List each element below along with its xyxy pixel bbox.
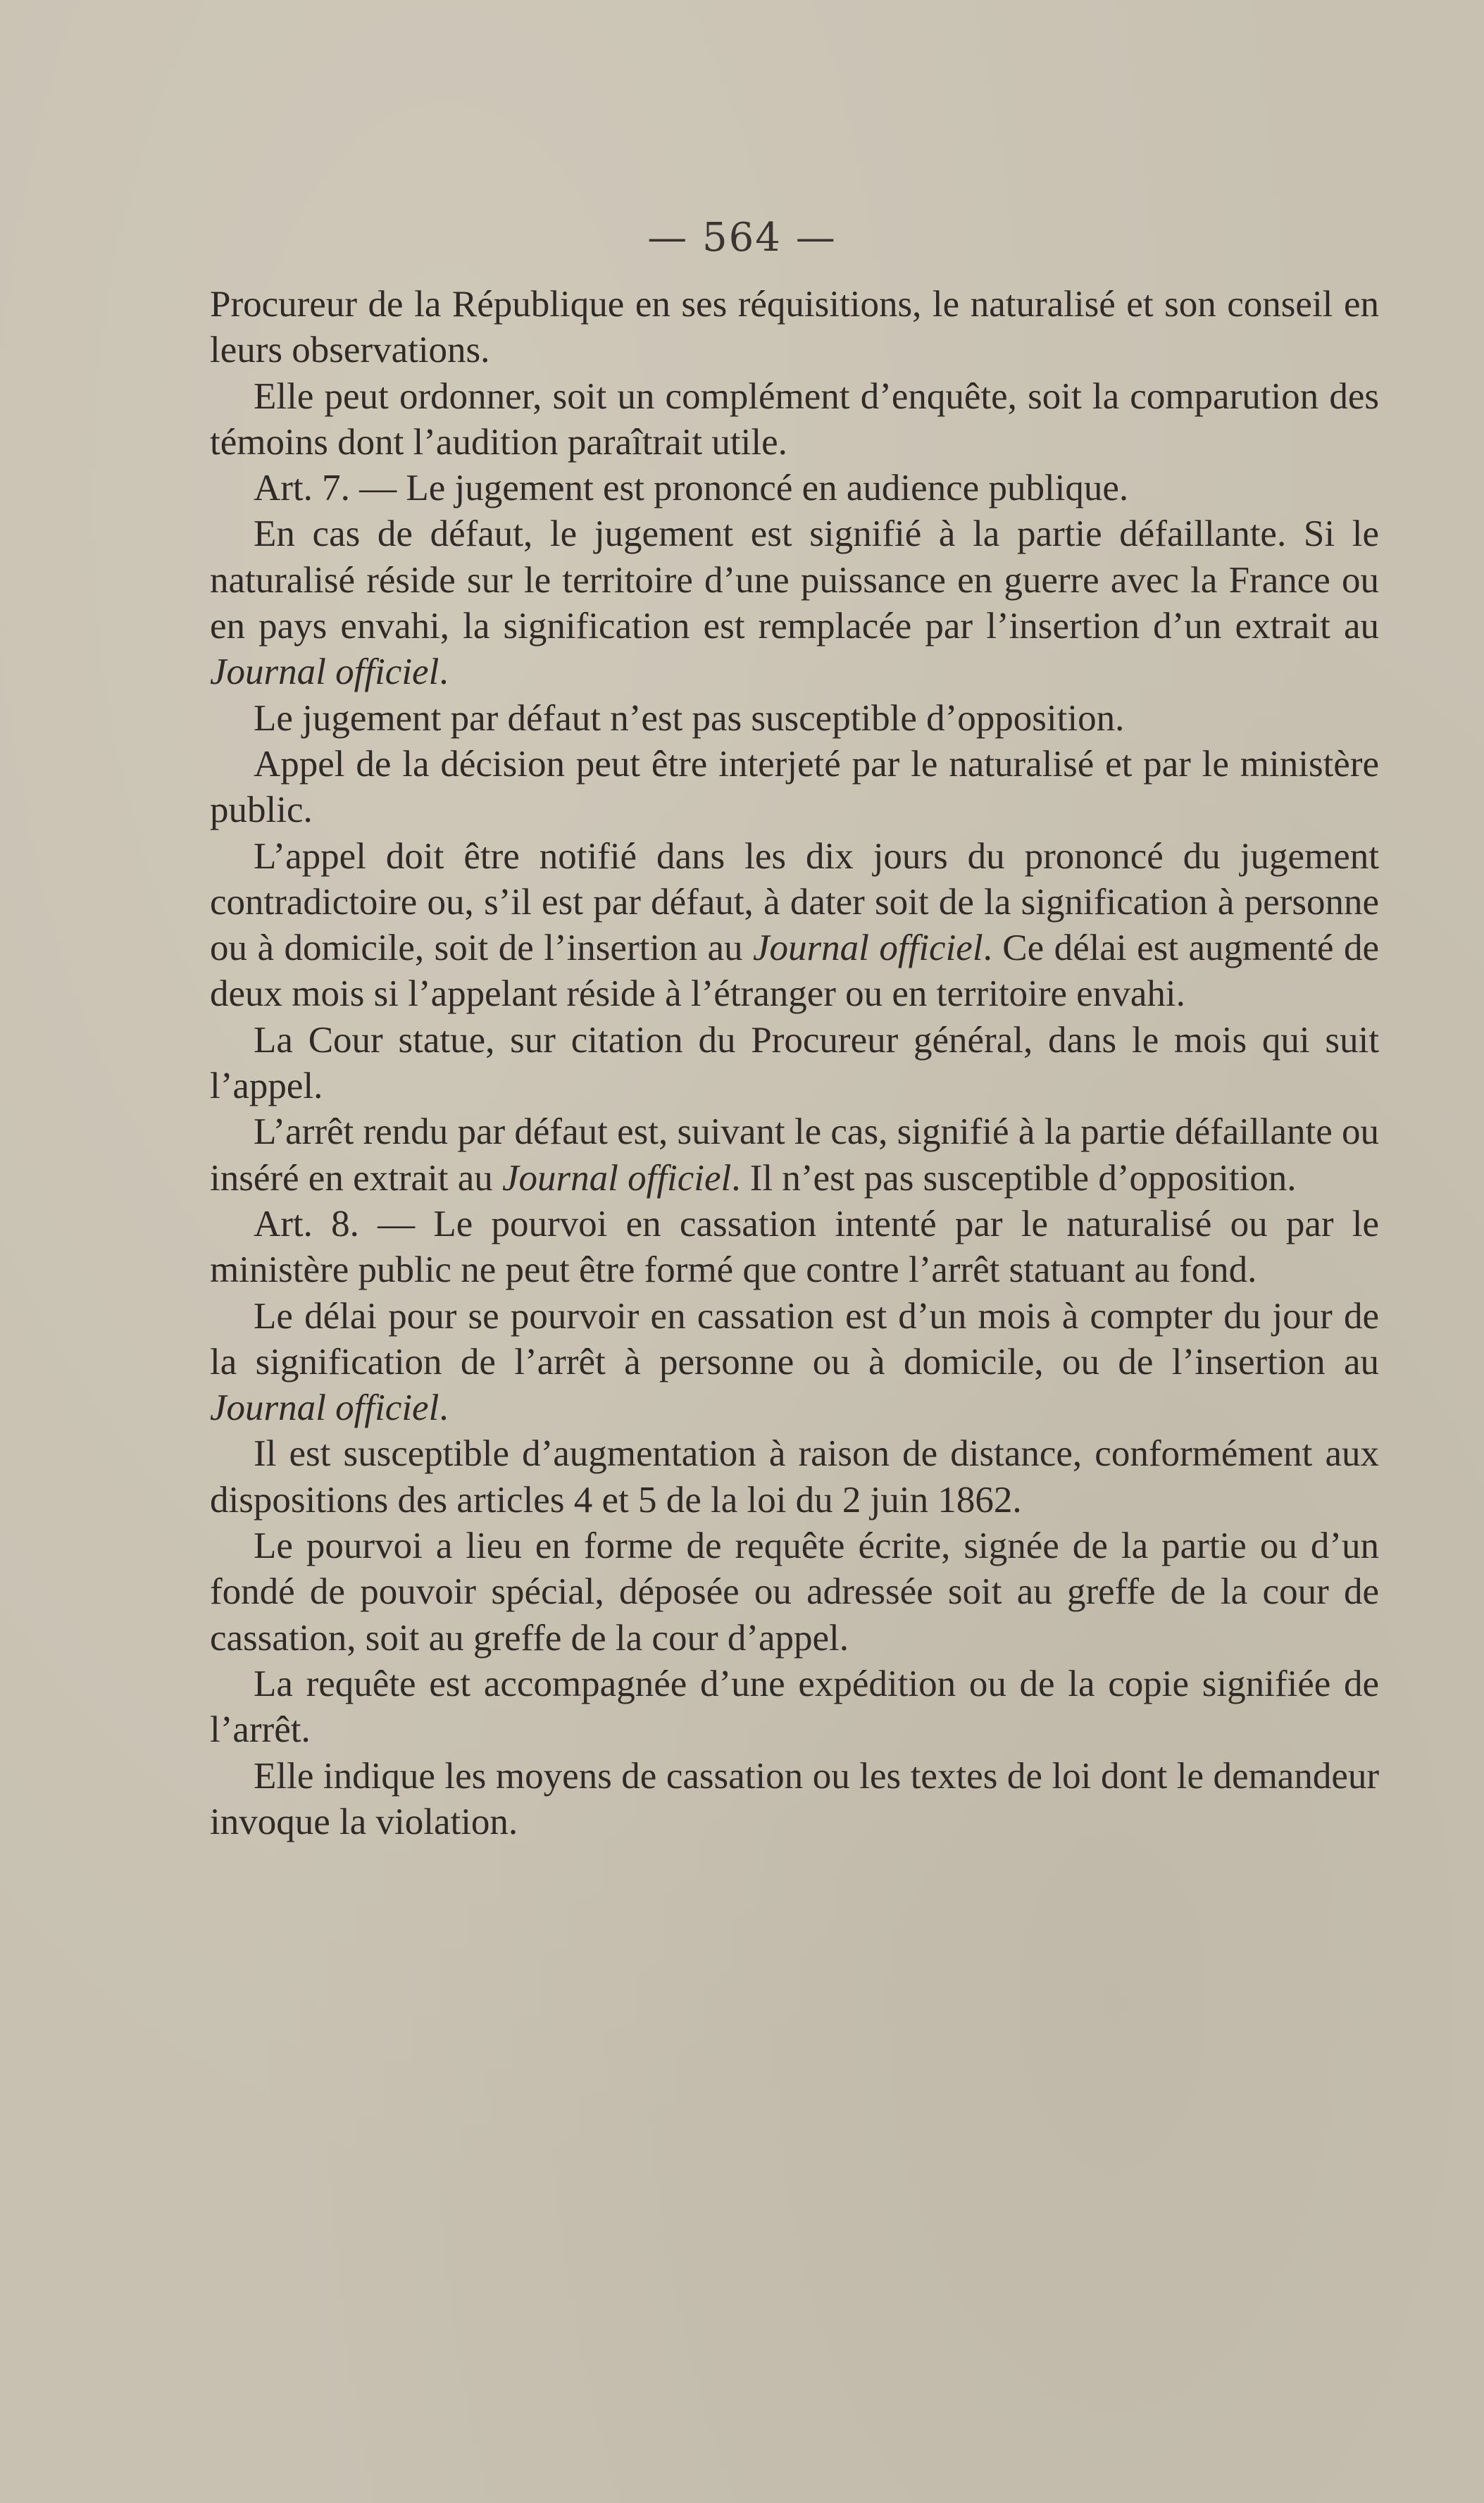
paragraph-p3 — [210, 466, 1379, 511]
text-run: Elle indique les moyens de cassation ou les textes de loi dont le demandeur invoque la violation. — [210, 1755, 1379, 1842]
paragraph-p13 — [210, 1523, 1379, 1661]
paragraph-p10 — [210, 1201, 1379, 1294]
text-run: Art. 7. — Le jugement est prononcé en audience publique. — [254, 468, 1129, 509]
paragraph-p2 — [210, 374, 1379, 466]
text-run: L’arrêt rendu par défaut est, suivant le cas, signifié à la partie défaillante ou inséré en extrait au — [210, 1111, 1379, 1199]
text-run: . Ce délai est augmenté de deux mois si l’appelant réside à l’étranger ou en territoire envahi. — [210, 928, 1379, 1015]
text-run: La requête est accompagnée d’une expédition ou de la copie signifiée de l’arrêt. — [210, 1663, 1379, 1751]
italic-run: Journal officiel — [210, 1387, 439, 1429]
paragraph-p1 — [210, 282, 1379, 374]
text-run: Il est susceptible d’augmentation à raison de distance, conformément aux dispositions des articles 4 et 5 de la loi du 2 juin 1862. — [210, 1433, 1379, 1521]
text-run: L’appel doit être notifié dans les dix jours du prononcé du jugement contradictoire ou, s’il est par défaut, à dater soit de la signification à personne ou à domicile, soit de l’insertion au — [210, 835, 1379, 969]
text-run: En cas de défaut, le jugement est signifié à la partie défaillante. Si le naturalisé réside sur le territoire d’une puissance en guerre avec la France ou en pays envahi, la signification est remplacée par l’insertion d’un extrait au — [210, 513, 1379, 647]
text-run: Elle peut ordonner, soit un complément d’enquête, soit la comparution des témoins dont l’audition paraîtrait utile. — [210, 375, 1379, 463]
text-run: Art. 8. — Le pourvoi en cassation intenté par le naturalisé ou par le ministère public ne peut être formé que contre l’arrêt statuant au fond. — [210, 1203, 1379, 1291]
paragraph-p15 — [210, 1754, 1379, 1846]
page-number: — 564 — — [647, 215, 837, 261]
paragraph-p12 — [210, 1431, 1379, 1523]
text-run: Le jugement par défaut n’est pas susceptible d’opposition. — [254, 697, 1125, 739]
paragraph-p4 — [210, 511, 1379, 695]
paragraph-p5 — [210, 696, 1379, 742]
text-run: . Il n’est pas susceptible d’opposition. — [731, 1157, 1297, 1199]
paragraph-p11 — [210, 1294, 1379, 1432]
paragraph-p8 — [210, 1018, 1379, 1110]
text-run: La Cour statue, sur citation du Procureur général, dans le mois qui suit l’appel. — [210, 1019, 1379, 1107]
text-run: . — [439, 651, 449, 693]
italic-run: Journal officiel — [753, 928, 983, 969]
italic-run: Journal officiel — [501, 1157, 732, 1199]
paragraph-p7 — [210, 834, 1379, 1018]
text-run: Procureur de la République en ses réquisitions, le naturalisé et son conseil en leurs observations. — [210, 284, 1379, 371]
text-run: Le pourvoi a lieu en forme de requête écrite, signée de la partie ou d’un fondé de pouvoir spécial, déposée ou adressée soit au greffe de la cour de cassation, soit au greffe de la cour d’appel. — [210, 1525, 1379, 1659]
text-run: . — [439, 1387, 449, 1429]
paragraph-p6 — [210, 742, 1379, 834]
paragraph-p14 — [210, 1661, 1379, 1754]
paragraph-p9 — [210, 1109, 1379, 1201]
body-text — [210, 282, 1379, 1845]
text-run: Appel de la décision peut être interjeté par le naturalisé et par le ministère public. — [210, 743, 1379, 831]
italic-run: Journal officiel — [210, 651, 439, 693]
text-run: Le délai pour se pourvoir en cassation est d’un mois à compter du jour de la signification de l’arrêt à personne ou à domicile, ou de l’insertion au — [210, 1295, 1379, 1382]
